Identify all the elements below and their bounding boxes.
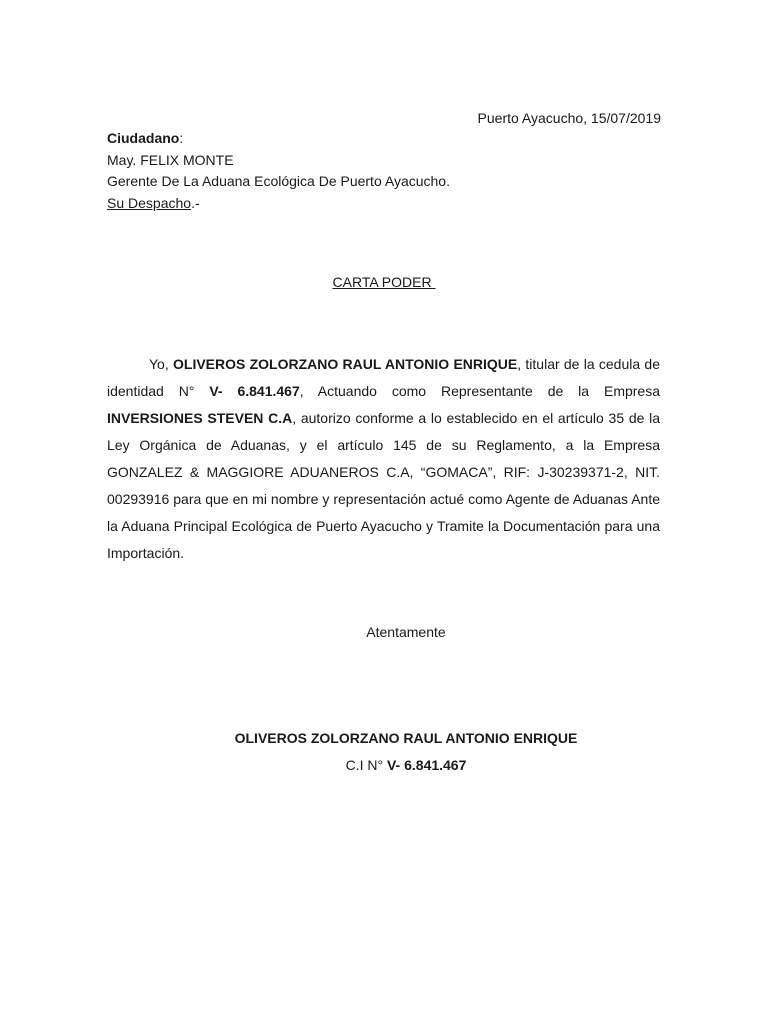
salutation-line bbox=[107, 128, 450, 150]
salutation: Ciudadano bbox=[107, 130, 180, 146]
closing: Atentamente bbox=[366, 624, 446, 640]
despacho: Su Despacho bbox=[107, 194, 192, 211]
salutation-suffix: : bbox=[179, 130, 184, 146]
body-part-3: , Actuando como Representante de la Empresa bbox=[299, 383, 660, 399]
recipient-block bbox=[107, 128, 450, 214]
document-title: CARTA PODER bbox=[332, 274, 436, 290]
recipient-name: May. FELIX MONTE bbox=[107, 151, 234, 168]
body-name: OLIVEROS ZOLORZANO RAUL ANTONIO ENRIQUE bbox=[173, 356, 518, 372]
body-ci: V- 6.841.467 bbox=[209, 383, 300, 399]
body-part-1: Yo, bbox=[149, 356, 173, 372]
document-title-line bbox=[0, 273, 768, 292]
signature-ci-line bbox=[0, 756, 768, 775]
signature-name: OLIVEROS ZOLORZANO RAUL ANTONIO ENRIQUE bbox=[234, 730, 578, 746]
signature-ci-label: C.I N° bbox=[345, 757, 387, 773]
despacho-suffix: .- bbox=[191, 194, 200, 211]
body-company: INVERSIONES STEVEN C.A bbox=[107, 410, 293, 426]
place-date: Puerto Ayacucho, 15/07/2019 bbox=[477, 110, 661, 126]
body-part-2: , titular de la cedula de identidad N° bbox=[107, 356, 660, 399]
recipient-position: Gerente De La Aduana Ecológica De Puerto Ayacucho. bbox=[107, 173, 450, 189]
body-part-4: , autorizo conforme a lo establecido en el artículo 35 de la Ley Orgánica de Aduanas, y el artículo 145 de su Reglamento, a la Empresa GONZALEZ & MAGGIORE ADUANEROS C.A, “GOMACA”, RIF: J-30239371-2, NIT. 00293916 para que en mi nombre y representación actué como Agente de Aduanas Ante la Aduana Principal Ecológica de Puerto Ayacucho y Tramite la Documentación para una Importación. bbox=[107, 410, 660, 561]
signature-ci-value: V- 6.841.467 bbox=[386, 757, 467, 773]
body-paragraph bbox=[107, 351, 660, 567]
despacho-line bbox=[107, 193, 450, 215]
